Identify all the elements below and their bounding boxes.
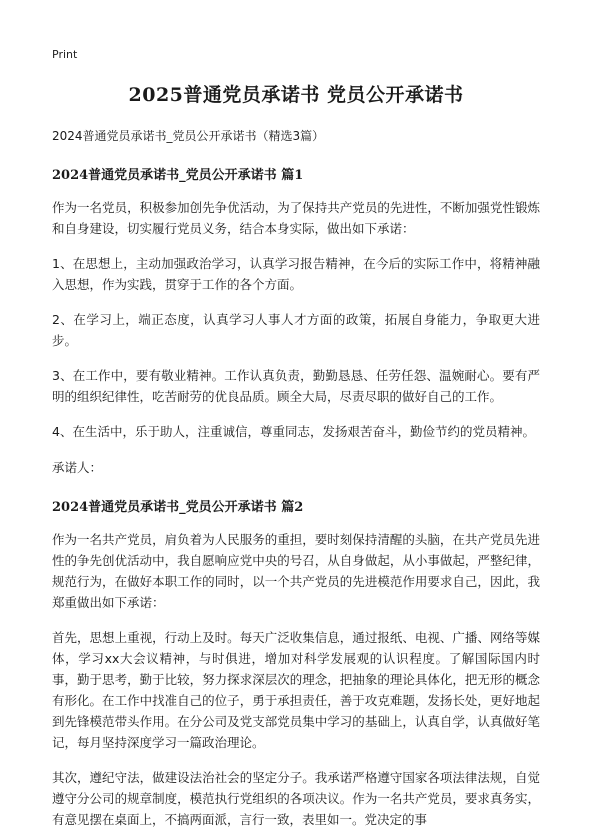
paragraph: 2、在学习上，端正态度，认真学习人事人才方面的政策，拓展自身能力，争取更大进步。 [52, 312, 540, 348]
paragraph: 3、在工作中，要有敬业精神。工作认真负责，勤勤恳恳、任劳任怨、温婉耐心。要有严明的组织纪律性，吃苦耐劳的优良品质。顾全大局，尽责尽职的做好自己的工作。 [52, 368, 540, 404]
section-heading: 2024普通党员承诺书_党员公开承诺书 篇2 [52, 500, 304, 515]
signer-label: 承诺人： [52, 460, 103, 475]
print-link[interactable]: Print [52, 48, 78, 61]
paragraph: 作为一名党员，积极参加创先争优活动，为了保持共产党员的先进性，不断加强党性锻炼和自身建设，切实履行党员义务，结合本身实际，做出如下承诺： [52, 200, 540, 236]
paragraph: 其次，遵纪守法，做建设法治社会的坚定分子。我承诺严格遵守国家各项法律法规，自觉遵守分公司的规章制度，模范执行党组织的各项决议。作为一名共产党员，要求真务实，有意见摆在桌面上，不搞两面派，言行一致，表里如一。党决定的事 [52, 770, 540, 827]
paragraph: 4、在生活中，乐于助人，注重诚信，尊重同志，发扬艰苦奋斗，勤俭节约的党员精神。 [52, 424, 535, 439]
paragraph: 首先，思想上重视，行动上及时。每天广泛收集信息，通过报纸、电视、广播、网络等媒体，学习xx大会议精神，与时俱进，增加对科学发展观的认识程度。了解国际国内时事，勤于思考，勤于比较，努力探求深层次的理念，把抽象的理论具体化，把无形的概念有形化。在工作中找准自己的位子，勇于承担责任，善于攻克难题，发扬长处，更好地起到先锋模范带头作用。在分公司及党支部党员集中学习的基础上，认真自学，认真做好笔记，每月坚持深度学习一篇政治理论。 [52, 630, 540, 750]
paragraph: 作为一名共产党员，肩负着为人民服务的重担，要时刻保持清醒的头脑，在共产党员先进性的争先创优活动中，我自愿响应党中央的号召，从自身做起，从小事做起，严整纪律，规范行为，在做好本职工作的同时，以一个共产党员的先进模范作用要求自己，因此，我郑重做出如下承诺： [52, 532, 540, 610]
paragraph: 1、在思想上，主动加强政治学习，认真学习报告精神，在今后的实际工作中，将精神融入思想，作为实践，贯穿于工作的各个方面。 [52, 256, 540, 292]
section-1 [52, 164, 540, 476]
section-heading: 2024普通党员承诺书_党员公开承诺书 篇1 [52, 168, 304, 183]
document-subtitle: 2024普通党员承诺书_党员公开承诺书（精选3篇） [52, 129, 325, 143]
page-title: 2025普通党员承诺书 党员公开承诺书 [128, 84, 464, 106]
section-2 [52, 496, 540, 830]
